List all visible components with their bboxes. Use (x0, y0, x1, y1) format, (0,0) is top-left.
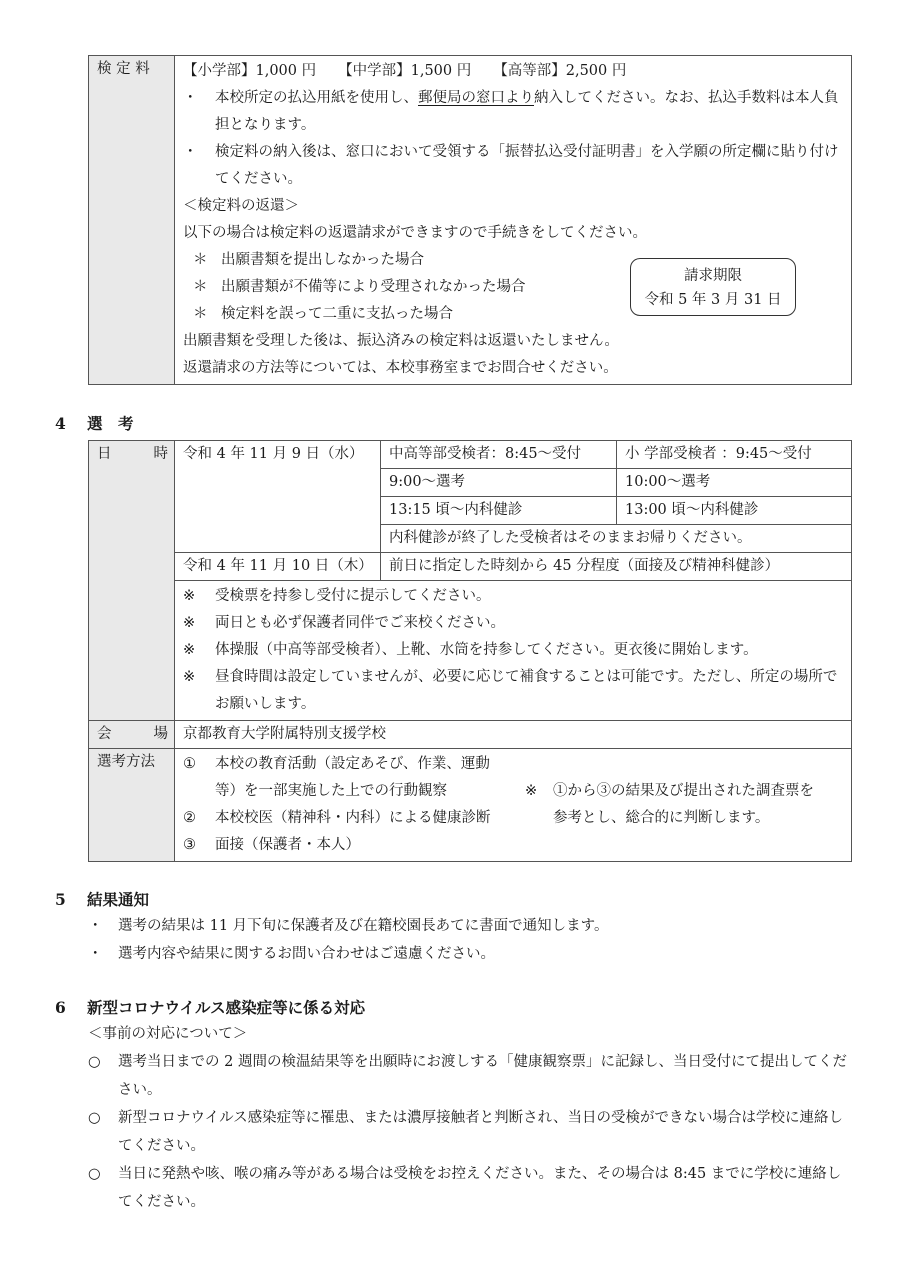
refund-note-1: 出願書類を受理した後は、振込済みの検定料は返還いたしません。 (183, 333, 619, 349)
selection-note: ※ 昼食時間は設定していませんが、必要に応じて補食することは可能です。ただし、所定の場所でお願いします。 (183, 669, 838, 712)
result-item: ・ 選考の結果は 11 月下旬に保護者及び在籍校園長あてに書面で通知します。 (88, 918, 609, 934)
selection-table (88, 440, 852, 862)
covid-subheading: ＜事前の対応について＞ (88, 1026, 248, 1042)
fee-label: 検 定 料 (89, 56, 175, 385)
section-4-heading: 4 選 考 (55, 414, 134, 433)
jh-reception: 中高等部受検者：8:45～受付 (381, 441, 617, 469)
day1-date: 令和 4 年 11 月 9 日（水） (175, 441, 381, 553)
result-list (88, 912, 848, 968)
after-medical: 内科健診が終了した受検者はそのままお帰りください。 (381, 525, 852, 553)
fee-bullet-2: ・ 検定料の納入後は、窓口において受領する「振替払込受付証明書」を入学願の所定欄に貼り付けてください。 (183, 144, 839, 187)
date-label: 日 時 (89, 441, 175, 721)
fee-table (88, 55, 852, 385)
covid-item: ○ 新型コロナウイルス感染症等に罹患、または濃厚接触者と判断され、当日の受検ができない場合は学校に連絡してください。 (88, 1110, 843, 1154)
venue: 京都教育大学附属特別支援学校 (175, 721, 852, 749)
covid-list (88, 1020, 848, 1216)
selection-note: ※ 体操服（中高等部受検者）、上靴、水筒を持参してください。更衣後に開始します。 (183, 642, 758, 658)
refund-item: ＊ 検定料を誤って二重に支払った場合 (193, 306, 453, 322)
selection-notes (175, 581, 852, 721)
deadline-date: 令和 5 年 3 月 31 日 (644, 292, 782, 308)
method-note: ※ ①から③の結果及び提出された調査票を 参考とし、総合的に判断します。 (525, 783, 814, 826)
method-item: ① 本校の教育活動（設定あそび、作業、運動 (183, 756, 490, 772)
refund-item: ＊ 出願書類を提出しなかった場合 (193, 252, 424, 268)
method-label: 選考方法 (89, 749, 175, 862)
fee-content (175, 56, 852, 385)
el-exam: 10:00～選考 (617, 469, 852, 497)
day2-detail: 前日に指定した時刻から 45 分程度（面接及び精神科健診） (381, 553, 852, 581)
refund-intro: 以下の場合は検定料の返還請求ができますので手続きをしてください。 (183, 225, 647, 241)
selection-note: ※ 両日とも必ず保護者同伴でご来校ください。 (183, 615, 505, 631)
refund-item: ＊ 出願書類が不備等により受理されなかった場合 (193, 279, 526, 295)
refund-heading: ＜検定料の返還＞ (183, 198, 299, 214)
covid-item: ○ 選考当日までの 2 週間の検温結果等を出願時にお渡しする「健康観察票」に記録し、当日受付にて提出してください。 (88, 1054, 847, 1098)
post-office-underline: 郵便局の窓口より (418, 90, 534, 106)
section-6-heading: 6 新型コロナウイルス感染症等に係る対応 (55, 998, 366, 1017)
result-item: ・ 選考内容や結果に関するお問い合わせはご遠慮ください。 (88, 946, 495, 962)
jh-medical: 13:15 頃～内科健診 (381, 497, 617, 525)
el-reception: 小 学部受検者 ：9:45～受付 (617, 441, 852, 469)
fee-bullet-1: ・ 本校所定の払込用紙を使用し、郵便局の窓口より納入してください。なお、払込手数料は本人負担となります。 (183, 90, 839, 133)
el-medical: 13:00 頃～内科健診 (617, 497, 852, 525)
method-content: ① 本校の教育活動（設定あそび、作業、運動 等）を一部実施した上での行動観察 ② 本校校医（精神科・内科）による健康診断 ③ 面接（保護者・本人） ※ ①から③の結果及び提出された調査票を 参考とし、総合的に判断します。 (175, 749, 852, 862)
covid-item: ○ 当日に発熱や咳、喉の痛み等がある場合は受検をお控えください。また、その場合は 8:45 までに学校に連絡してください。 (88, 1166, 842, 1210)
venue-label: 会 場 (89, 721, 175, 749)
method-item: ③ 面接（保護者・本人） (183, 837, 360, 853)
deadline-box (630, 258, 796, 316)
section-5-heading: 5 結果通知 (55, 890, 150, 909)
selection-note: ※ 受検票を持参し受付に提示してください。 (183, 588, 491, 604)
refund-note-2: 返還請求の方法等については、本校事務室までお問合せください。 (183, 360, 618, 376)
method-item: ② 本校校医（精神科・内科）による健康診断 (183, 810, 491, 826)
deadline-title: 請求期限 (684, 268, 742, 284)
day2-date: 令和 4 年 11 月 10 日（木） (175, 553, 381, 581)
fee-prices: 【小学部】1,000 円 【中学部】1,500 円 【高等部】2,500 円 (183, 63, 627, 79)
jh-exam: 9:00～選考 (381, 469, 617, 497)
